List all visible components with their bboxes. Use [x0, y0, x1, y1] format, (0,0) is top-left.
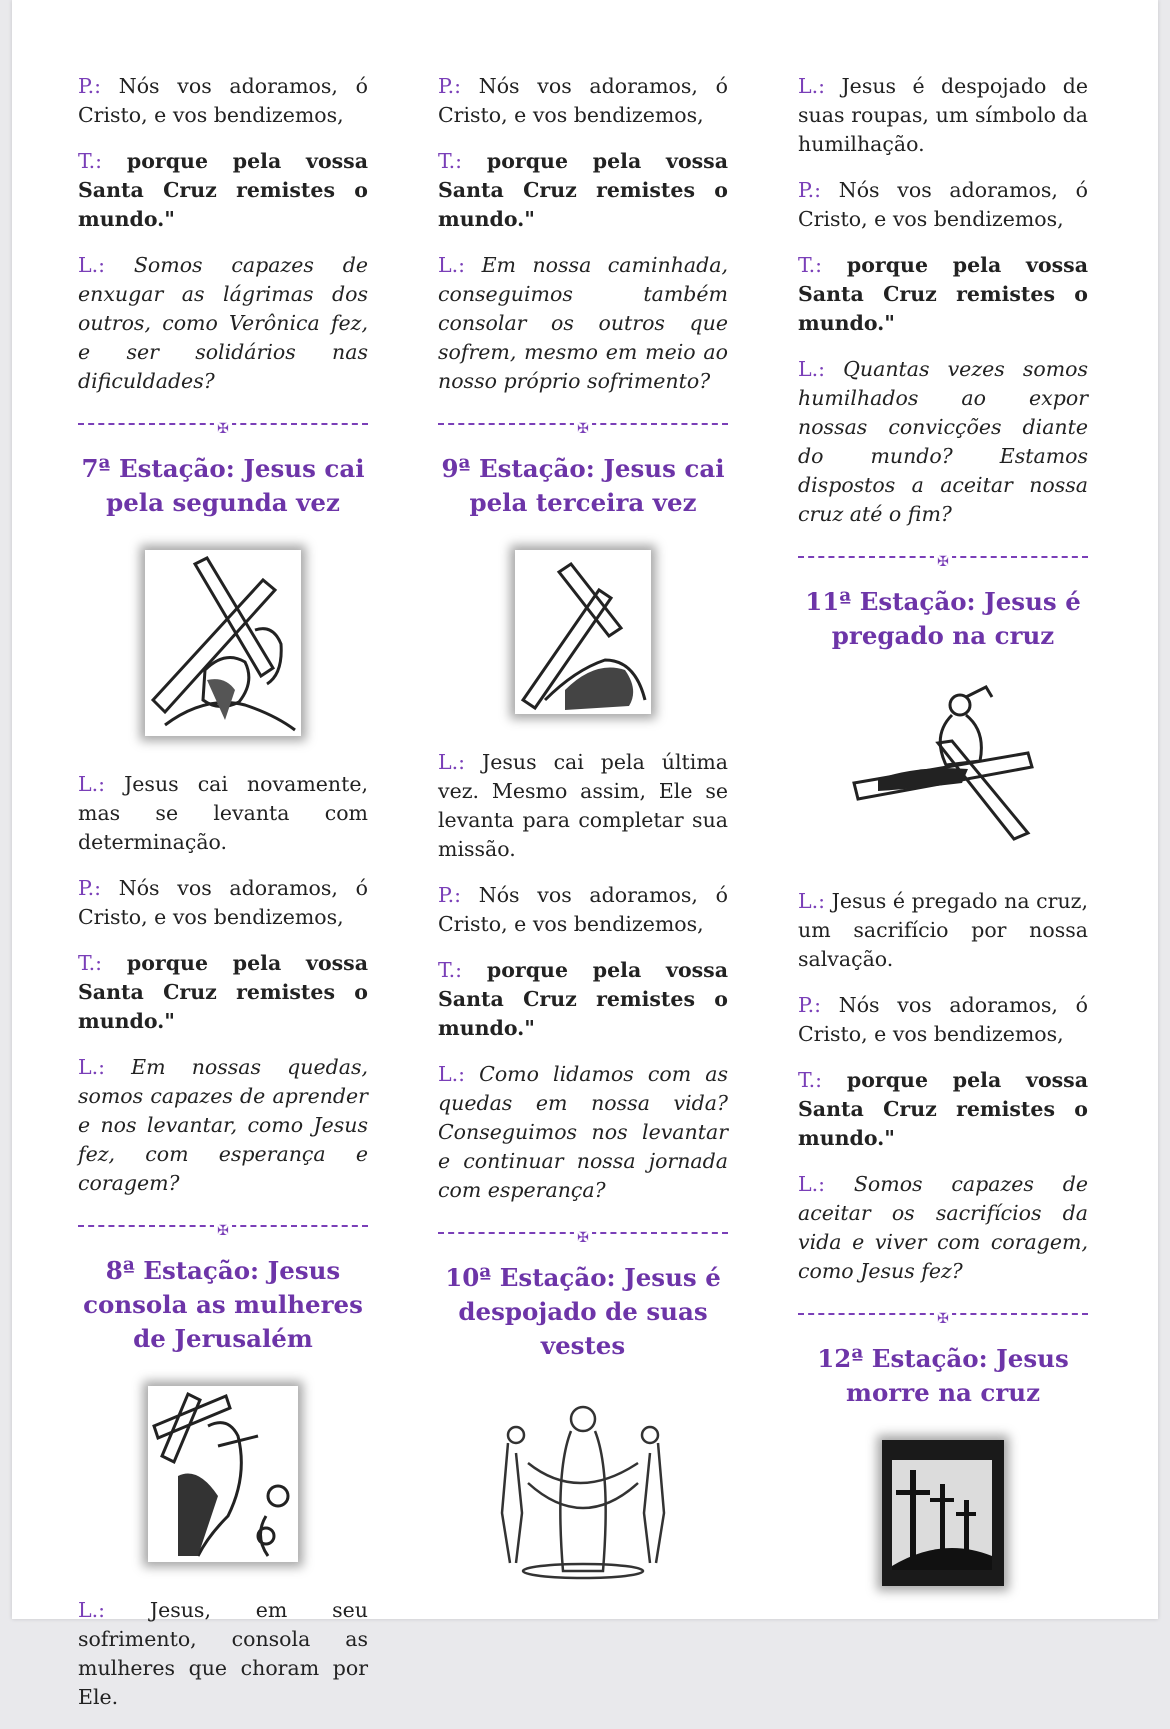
- all-response: T.: porque pela vossa Santa Cruz remistes o mundo.": [78, 951, 369, 1033]
- station-12-illustration: [798, 1440, 1088, 1586]
- priest-response: P.: Nós vos adoramos, ó Cristo, e vos bendizemos,: [798, 993, 1088, 1046]
- reflection: L.: Quantas vezes somos humilhados ao expor nossas convicções diante do mundo? Estamos dispostos a aceitar nossa cruz até o fim?: [798, 357, 1088, 526]
- divider: ✠: [798, 551, 1088, 561]
- priest-response: P.: Nós vos adoramos, ó Cristo, e vos bendizemos,: [78, 74, 368, 127]
- divider: ✠: [78, 1220, 368, 1230]
- all-response: T.: porque pela vossa Santa Cruz remistes o mundo.": [798, 253, 1089, 335]
- divider: ✠: [438, 418, 728, 428]
- reflection: L.: Somos capazes de enxugar as lágrimas dos outros, como Verônica fez, e ser solidários nas dificuldades?: [78, 253, 368, 393]
- divider: ✠: [438, 1227, 728, 1237]
- station-11-illustration: [798, 683, 1088, 853]
- column-1: [78, 72, 368, 1729]
- column-2: [438, 72, 728, 1617]
- all-response: T.: porque pela vossa Santa Cruz remistes o mundo.": [438, 149, 729, 231]
- station-title: 8ª Estação: Jesus consola as mulheres de Jerusalém: [83, 1256, 363, 1353]
- station-8-illustration: [78, 1386, 368, 1562]
- reflection: L.: Em nossas quedas, somos capazes de aprender e nos levantar, como Jesus fez, com esperança e coragem?: [78, 1055, 368, 1195]
- priest-response: P.: Nós vos adoramos, ó Cristo, e vos bendizemos,: [438, 883, 728, 936]
- booklet-page: [12, 0, 1158, 1709]
- priest-response: P.: Nós vos adoramos, ó Cristo, e vos bendizemos,: [798, 178, 1088, 231]
- station-title: 10ª Estação: Jesus é despojado de suas vestes: [445, 1263, 721, 1360]
- station-10-illustration: [438, 1393, 728, 1583]
- station-9-illustration: [438, 550, 728, 714]
- station-7-illustration: [78, 550, 368, 736]
- all-response: T.: porque pela vossa Santa Cruz remistes o mundo.": [78, 149, 369, 231]
- column-3: [798, 72, 1088, 1620]
- reading: L.: Jesus é pregado na cruz, um sacrifício por nossa salvação.: [798, 889, 1088, 971]
- station-title: 7ª Estação: Jesus cai pela segunda vez: [81, 454, 365, 517]
- station-title: 9ª Estação: Jesus cai pela terceira vez: [441, 454, 725, 517]
- reading: L.: Jesus, em seu sofrimento, consola as mulheres que choram por Ele.: [78, 1598, 368, 1709]
- reflection: L.: Em nossa caminhada, conseguimos também consolar os outros que sofrem, mesmo em meio ao nosso próprio sofrimento?: [438, 253, 728, 393]
- reflection: L.: Como lidamos com as quedas em nossa vida? Conseguimos nos levantar e continuar nossa jornada com esperança?: [438, 1062, 728, 1202]
- station-title: 11ª Estação: Jesus é pregado na cruz: [805, 587, 1081, 650]
- reading: L.: Jesus cai novamente, mas se levanta com determinação.: [78, 772, 368, 854]
- reflection: L.: Somos capazes de aceitar os sacrifícios da vida e viver com coragem, como Jesus fez?: [798, 1172, 1088, 1283]
- priest-response: P.: Nós vos adoramos, ó Cristo, e vos bendizemos,: [78, 876, 368, 929]
- all-response: T.: porque pela vossa Santa Cruz remistes o mundo.": [798, 1068, 1089, 1150]
- divider: ✠: [798, 1308, 1088, 1318]
- divider: ✠: [78, 418, 368, 428]
- reading: L.: Jesus é despojado de suas roupas, um símbolo da humilhação.: [798, 74, 1088, 156]
- all-response: T.: porque pela vossa Santa Cruz remistes o mundo.": [438, 958, 729, 1040]
- reading: L.: Jesus cai pela última vez. Mesmo assim, Ele se levanta para completar sua missão.: [438, 750, 728, 861]
- station-title: 12ª Estação: Jesus morre na cruz: [817, 1344, 1069, 1407]
- priest-response: P.: Nós vos adoramos, ó Cristo, e vos bendizemos,: [438, 74, 728, 127]
